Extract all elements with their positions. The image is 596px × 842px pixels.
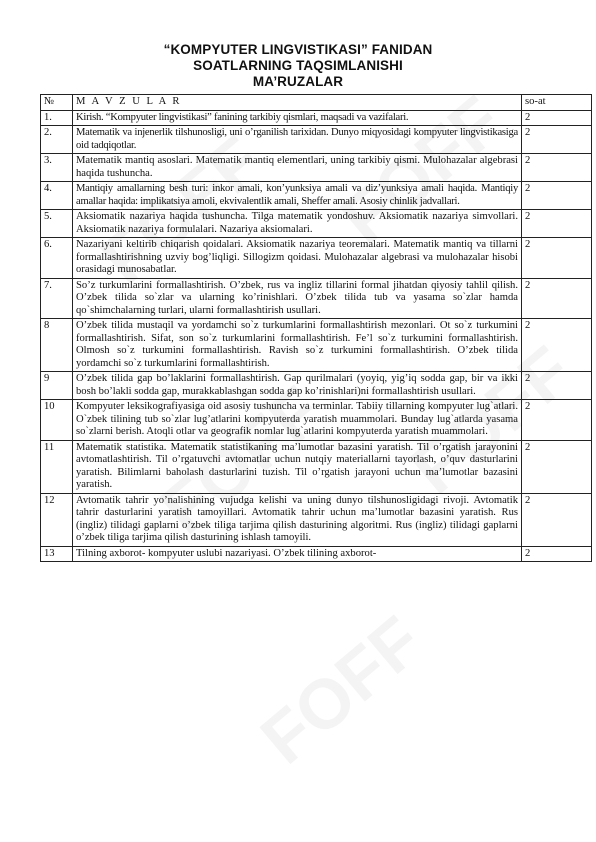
row-topic: Avtomatik tahrir yo’nalishining vujudga kelishi va uning dunyo tilshunosligidagi rivoji. Avtomatik tahrir dasturlarini yaratish tamoyillari. Avtomatik tahrir uchun ma’lumotlar bazasini yaratish. Rus (ingliz) tilidagi gaplarni o’zbek tiliga tarjima qilish dasturining algoritmi. Rus (ingliz) tilidagi gaplarni o’zbek tiliga tarjima qilish dasturining ishlash tamoyili. (73, 493, 522, 546)
row-topic: Matematik mantiq asoslari. Matematik mantiq elementlari, uning tarkibiy qismi. Mulohazalar algebrasi haqida tushuncha. (73, 154, 522, 182)
table-row (41, 278, 592, 319)
row-number: 7. (41, 278, 73, 319)
row-number: 12 (41, 493, 73, 546)
row-topic: Nazariyani keltirib chiqarish qoidalari. Aksiomatik nazariya teoremalari. Matematik mantiq va tillarni formallashtirishning uzviy bog’liqligi. Sillogizm qoidasi. Mulohazalar algebrasi va mulohazalar hisobi orasidagi munosabatlar. (73, 238, 522, 279)
row-topic: Mantiqiy amallarning besh turi: inkor amali, kon’yunksiya amali va diz’yunksiya amali haqida. Mantiqiy amallar haqida: implikatsiya amoli, ekvivalentlik amali, Sheffer amali. Asosiy chinlik jadvallari. (73, 182, 522, 210)
row-hours: 2 (522, 278, 592, 319)
watermark-5 (246, 601, 437, 780)
row-number: 8 (41, 319, 73, 372)
row-number: 2. (41, 126, 73, 154)
table-row (41, 110, 592, 126)
row-number: 5. (41, 210, 73, 238)
row-topic: Tilning axborot- kompyuter uslubi nazariyasi. O’zbek tilining axborot- (73, 546, 522, 562)
row-hours: 2 (522, 546, 592, 562)
lecture-topics-table (40, 94, 592, 562)
row-hours: 2 (522, 210, 592, 238)
table-row (41, 546, 592, 562)
document-title-line-1: “KOMPYUTER LINGVISTIKASI” FANIDAN (163, 42, 433, 57)
row-topic: Matematik statistika. Matematik statistikaning ma’lumotlar bazasini yaratish. Til o’rgatish jarayonini avtomatlashtirish. Til o’rgatuvchi avtomatlar uchun nutqiy materiallarni tayorlash, o’quv dasturlarini yaratish. Bilimlarni baholash dasturlarini tuzish. Til o’rgatish jarayoni uchun ma’lumotlar bazasini yaratish. (73, 440, 522, 493)
table-row (41, 126, 592, 154)
row-topic: Kompyuter leksikografiyasiga oid asosiy tushuncha va terminlar. Tabiiy tillarning kompyuter lug`atlari. O`zbek tilining tub so`zlar lug’atlarini kompyuterda yaratish muammolari. Bunday lug`atlarda yasama so`zlarni berish. Atoqli otlar va geografik nomlar lug`atlarini kompyuterda yaratish muammolari. (73, 400, 522, 441)
row-number: 1. (41, 110, 73, 126)
table-row (41, 238, 592, 279)
header-topics: M A V Z U L A R (73, 95, 522, 111)
row-topic: Kirish. “Kompyuter lingvistikasi” fanining tarkibiy qismlari, maqsadi va vazifalari. (73, 110, 522, 126)
header-number: № (41, 95, 73, 111)
row-number: 6. (41, 238, 73, 279)
row-number: 10 (41, 400, 73, 441)
row-number: 9 (41, 372, 73, 400)
row-number: 3. (41, 154, 73, 182)
row-topic: Matematik va injenerlik tilshunosligi, uni o’rganilish tarixidan. Dunyo miqyosidagi kompyuter lingvistikasiga oid tadqiqotlar. (73, 126, 522, 154)
row-topic: Aksiomatik nazariya haqida tushuncha. Tilga matematik yondoshuv. Aksiomatik nazariya simvollari. Aksiomatik nazariya formulalari. Nazariya aksiomalari. (73, 210, 522, 238)
table-row (41, 182, 592, 210)
document-title-line-3: MA’RUZALAR (252, 74, 344, 89)
row-hours: 2 (522, 182, 592, 210)
row-number: 11 (41, 440, 73, 493)
row-hours: 2 (522, 126, 592, 154)
table-row (41, 319, 592, 372)
table-row (41, 400, 592, 441)
row-hours: 2 (522, 319, 592, 372)
row-topic: O’zbek tilida mustaqil va yordamchi so`z turkumlarini formallashtirish mezonlari. Ot so`z turkumini formallashtirish. Sifat, son so`z turkumlarini formallashtirish. Fe’l so`z turkumini formallashtirish. Olmosh so`z turkumini formallashtirish. Ravish so`z turkumini formallashtirish. O’zbek tilida yordamchi so`z turkumlarini formallashtirish. (73, 319, 522, 372)
row-topic: O’zbek tilida gap bo’laklarini formallashtirish. Gap qurilmalari (yoyiq, yig’iq sodda gap, bir va ikki bosh bo’lakli sodda gap, murakkablashgan sodda gap ko’rinishlari)ni formallashtirish usullari. (73, 372, 522, 400)
row-topic: So’z turkumlarini formallashtirish. O’zbek, rus va ingliz tillarini formal jihatdan qiyosiy tahlil qilish. O’zbek tilida so`zlar va ularning ko’rinishlari. O’zbek tilida tub va yasama so`zlar hamda qo`shimchalarning turlari, ularni formallashtirish usullari. (73, 278, 522, 319)
row-hours: 2 (522, 400, 592, 441)
row-hours: 2 (522, 154, 592, 182)
row-hours: 2 (522, 440, 592, 493)
table-row (41, 372, 592, 400)
row-number: 13 (41, 546, 73, 562)
header-hours: so-at (522, 95, 592, 111)
table-header-row (41, 95, 592, 111)
table-row (41, 154, 592, 182)
document-title-line-2: SOATLARNING TAQSIMLANISHI (193, 58, 403, 73)
row-hours: 2 (522, 110, 592, 126)
row-number: 4. (41, 182, 73, 210)
table-row (41, 210, 592, 238)
table-row (41, 440, 592, 493)
row-hours: 2 (522, 238, 592, 279)
row-hours: 2 (522, 372, 592, 400)
row-hours: 2 (522, 493, 592, 546)
table-row (41, 493, 592, 546)
